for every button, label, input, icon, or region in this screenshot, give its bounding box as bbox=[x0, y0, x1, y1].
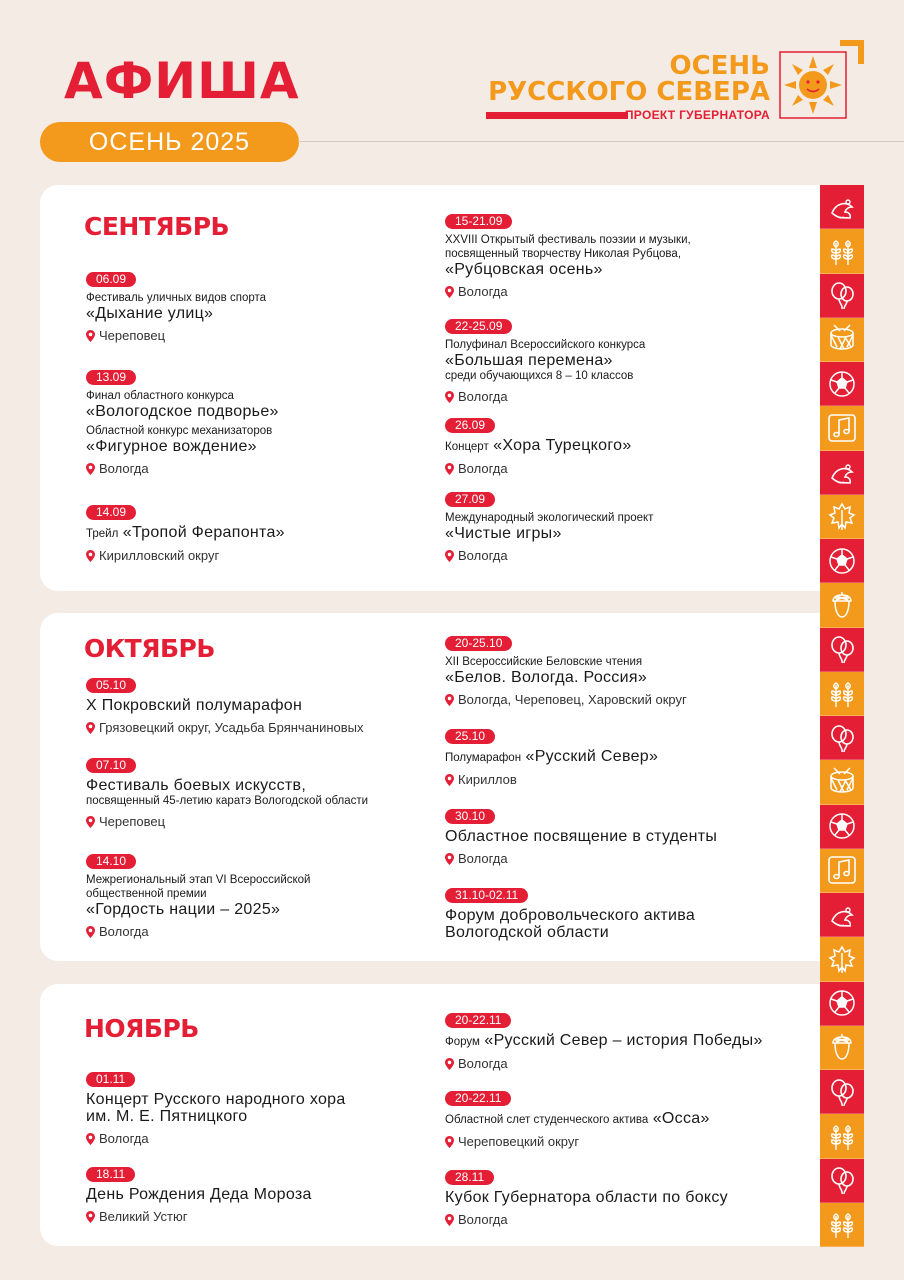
event-location bbox=[86, 328, 446, 344]
event-location bbox=[445, 461, 805, 477]
leaf-icon bbox=[826, 500, 858, 532]
leaf-icon bbox=[826, 943, 858, 975]
season-badge: ОСЕНЬ 2025 bbox=[40, 122, 299, 162]
event-title: «Дыхание улиц» bbox=[86, 305, 214, 322]
drum-icon bbox=[826, 323, 858, 355]
event-subtitle: Областной слет студенческого актива bbox=[445, 1114, 649, 1126]
location-text: Вологда bbox=[99, 1131, 149, 1146]
event-september-4 bbox=[445, 212, 805, 300]
event-november-2 bbox=[86, 1165, 446, 1225]
balloon-icon bbox=[826, 1076, 858, 1108]
location-pin-icon bbox=[445, 694, 454, 706]
event-title: Фестиваль боевых искусств, bbox=[86, 777, 307, 794]
strip-tile bbox=[820, 274, 864, 318]
strip-tile bbox=[820, 185, 864, 229]
divider bbox=[298, 141, 904, 142]
event-date: 26.09 bbox=[445, 418, 495, 433]
event-location bbox=[445, 772, 805, 788]
event-location bbox=[445, 851, 805, 867]
event-subtitle: Трейл bbox=[86, 528, 119, 540]
event-subtitle: XII Всероссийские Беловские чтения bbox=[445, 656, 643, 668]
balloon-icon bbox=[826, 279, 858, 311]
location-text: Вологда bbox=[458, 851, 508, 866]
event-date: 06.09 bbox=[86, 272, 136, 287]
event-subtitle-2: посвященный творчеству Николая Рубцова, bbox=[445, 248, 682, 260]
event-title: «Русский Север – история Победы» bbox=[484, 1032, 763, 1049]
location-pin-icon bbox=[445, 1214, 454, 1226]
event-location bbox=[86, 461, 446, 477]
location-pin-icon bbox=[445, 286, 454, 298]
event-location bbox=[86, 1131, 446, 1147]
strip-tile bbox=[820, 229, 864, 273]
event-location bbox=[86, 720, 446, 736]
sun-logo-icon bbox=[778, 36, 866, 122]
location-pin-icon bbox=[445, 1136, 454, 1148]
event-october-1 bbox=[86, 676, 446, 736]
wheat-icon bbox=[826, 677, 858, 709]
event-date: 20-25.10 bbox=[445, 636, 512, 651]
location-text: Кирилловский округ bbox=[99, 548, 220, 563]
acorn-icon bbox=[826, 1031, 858, 1063]
event-date: 20-22.11 bbox=[445, 1013, 511, 1028]
location-text: Вологда bbox=[458, 284, 508, 299]
event-location bbox=[86, 548, 446, 564]
location-text: Вологда, Череповец, Харовский округ bbox=[458, 692, 687, 707]
event-subtitle: Фестиваль уличных видов спорта bbox=[86, 292, 267, 304]
event-september-2 bbox=[86, 368, 446, 477]
event-title: День Рождения Деда Мороза bbox=[86, 1186, 312, 1203]
event-date: 20-22.11 bbox=[445, 1091, 511, 1106]
music-note-icon bbox=[826, 412, 858, 444]
location-pin-icon bbox=[86, 816, 95, 828]
strip-tile bbox=[820, 539, 864, 583]
event-date: 13.09 bbox=[86, 370, 136, 385]
location-text: Вологда bbox=[458, 389, 508, 404]
event-title: «Рубцовская осень» bbox=[445, 261, 603, 278]
page-title: АФИША bbox=[64, 52, 300, 110]
location-pin-icon bbox=[86, 330, 95, 342]
acorn-icon bbox=[826, 589, 858, 621]
event-date: 05.10 bbox=[86, 678, 136, 693]
month-september: СЕНТЯБРЬ bbox=[84, 212, 230, 241]
event-location bbox=[86, 1209, 446, 1225]
strip-tile bbox=[820, 1203, 864, 1247]
event-title: «Осса» bbox=[652, 1110, 710, 1127]
location-text: Вологда bbox=[458, 1056, 508, 1071]
strip-tile bbox=[820, 672, 864, 716]
event-subtitle: Межрегиональный этап VI Всероссийской bbox=[86, 874, 311, 886]
location-pin-icon bbox=[86, 926, 95, 938]
event-subtitle: XXVIII Открытый фестиваль поэзии и музыки, bbox=[445, 234, 691, 246]
wheat-icon bbox=[826, 1120, 858, 1152]
location-text: Череповец bbox=[99, 814, 166, 829]
strip-tile bbox=[820, 849, 864, 893]
event-title: «Белов. Вологда. Россия» bbox=[445, 669, 648, 686]
strip-tile bbox=[820, 628, 864, 672]
event-date: 22-25.09 bbox=[445, 319, 512, 334]
event-september-7 bbox=[445, 490, 805, 564]
event-date: 18.11 bbox=[86, 1167, 135, 1182]
event-location bbox=[86, 924, 446, 940]
location-pin-icon bbox=[86, 1211, 95, 1223]
strip-tile bbox=[820, 1070, 864, 1114]
location-text: Кириллов bbox=[458, 772, 517, 787]
event-note: посвященный 45-летию каратэ Вологодской области bbox=[86, 795, 369, 807]
location-text: Вологда bbox=[99, 461, 149, 476]
event-september-1 bbox=[86, 270, 446, 344]
month-october: ОКТЯБРЬ bbox=[84, 634, 215, 663]
bird-icon bbox=[826, 456, 858, 488]
wheat-icon bbox=[826, 1208, 858, 1240]
event-title-2: им. М. Е. Пятницкого bbox=[86, 1108, 248, 1125]
event-october-7 bbox=[445, 886, 805, 941]
event-november-4 bbox=[445, 1089, 815, 1150]
event-date: 15-21.09 bbox=[445, 214, 512, 229]
logo-line-2: РУССКОГО СЕВЕРА bbox=[488, 77, 770, 107]
event-location bbox=[445, 389, 805, 405]
ball-icon bbox=[826, 987, 858, 1019]
balloon-icon bbox=[826, 1164, 858, 1196]
strip-tile bbox=[820, 937, 864, 981]
bird-icon bbox=[826, 191, 858, 223]
event-november-1 bbox=[86, 1070, 446, 1147]
ball-icon bbox=[826, 810, 858, 842]
event-title: Кубок Губернатора области по боксу bbox=[445, 1189, 728, 1206]
location-pin-icon bbox=[86, 722, 95, 734]
strip-tile bbox=[820, 893, 864, 937]
location-pin-icon bbox=[86, 463, 95, 475]
strip-tile bbox=[820, 362, 864, 406]
strip-tile bbox=[820, 451, 864, 495]
balloon-icon bbox=[826, 633, 858, 665]
event-october-4 bbox=[445, 634, 805, 708]
event-title: «Хора Турецкого» bbox=[493, 437, 632, 454]
location-text: Череповец bbox=[99, 328, 166, 343]
event-subtitle: Концерт bbox=[445, 441, 489, 453]
location-text: Череповецкий округ bbox=[458, 1134, 580, 1149]
logo-bar bbox=[486, 112, 628, 119]
event-title: Концерт Русского народного хора bbox=[86, 1091, 346, 1108]
location-pin-icon bbox=[86, 1133, 95, 1145]
strip-tile bbox=[820, 982, 864, 1026]
event-location bbox=[86, 814, 446, 830]
event-october-5 bbox=[445, 727, 805, 788]
event-october-2 bbox=[86, 756, 446, 830]
music-note-icon bbox=[826, 854, 858, 886]
strip-tile bbox=[820, 1026, 864, 1070]
event-title: «Тропой Ферапонта» bbox=[122, 524, 285, 541]
location-text: Грязовецкий округ, Усадьба Брянчаниновых bbox=[99, 720, 364, 735]
location-pin-icon bbox=[445, 463, 454, 475]
logo-line-1: ОСЕНЬ bbox=[669, 51, 770, 81]
event-subtitle: Полумарафон bbox=[445, 752, 522, 764]
location-text: Вологда bbox=[99, 924, 149, 939]
location-pin-icon bbox=[445, 391, 454, 403]
strip-tile bbox=[820, 583, 864, 627]
event-october-6 bbox=[445, 807, 805, 867]
event-location bbox=[445, 1212, 815, 1228]
event-title: Форум добровольческого актива bbox=[445, 907, 696, 924]
event-september-6 bbox=[445, 416, 805, 477]
event-title-2: Вологодской области bbox=[445, 924, 610, 941]
strip-tile bbox=[820, 495, 864, 539]
event-location bbox=[445, 1134, 815, 1150]
event-title: Областное посвящение в студенты bbox=[445, 828, 718, 845]
project-logo bbox=[484, 52, 774, 126]
month-november: НОЯБРЬ bbox=[84, 1014, 199, 1043]
event-date: 30.10 bbox=[445, 809, 495, 824]
event-title: «Гордость нации – 2025» bbox=[86, 901, 281, 918]
balloon-icon bbox=[826, 722, 858, 754]
location-text: Вологда bbox=[458, 461, 508, 476]
strip-tile bbox=[820, 805, 864, 849]
location-text: Великий Устюг bbox=[99, 1209, 188, 1224]
event-september-5 bbox=[445, 317, 805, 405]
strip-tile bbox=[820, 716, 864, 760]
ball-icon bbox=[826, 368, 858, 400]
event-location bbox=[445, 692, 805, 708]
event-title: «Вологодское подворье» bbox=[86, 403, 279, 420]
strip-tile bbox=[820, 406, 864, 450]
event-subtitle: Форум bbox=[445, 1036, 480, 1048]
event-subtitle-2: общественной премии bbox=[86, 888, 207, 900]
event-note: среди обучающихся 8 – 10 классов bbox=[445, 370, 634, 382]
event-title-2: «Фигурное вождение» bbox=[86, 438, 257, 455]
strip-tile bbox=[820, 1159, 864, 1203]
ball-icon bbox=[826, 545, 858, 577]
event-subtitle: Полуфинал Всероссийского конкурса bbox=[445, 339, 646, 351]
location-text: Вологда bbox=[458, 548, 508, 563]
event-title: X Покровский полумарафон bbox=[86, 697, 303, 714]
bird-icon bbox=[826, 899, 858, 931]
strip-tile bbox=[820, 760, 864, 804]
event-september-3 bbox=[86, 503, 446, 564]
event-november-5 bbox=[445, 1168, 815, 1228]
event-location bbox=[445, 548, 805, 564]
event-date: 07.10 bbox=[86, 758, 136, 773]
event-location bbox=[445, 1056, 815, 1072]
drum-icon bbox=[826, 766, 858, 798]
strip-tile bbox=[820, 318, 864, 362]
logo-subtitle: ПРОЕКТ ГУБЕРНАТОРА bbox=[624, 108, 770, 122]
event-subtitle: Международный экологический проект bbox=[445, 512, 654, 524]
event-october-3 bbox=[86, 852, 446, 940]
event-date: 27.09 bbox=[445, 492, 495, 507]
location-pin-icon bbox=[445, 774, 454, 786]
event-location bbox=[445, 284, 805, 300]
location-pin-icon bbox=[86, 550, 95, 562]
event-november-3 bbox=[445, 1011, 815, 1072]
event-title: «Чистые игры» bbox=[445, 525, 562, 542]
event-date: 31.10-02.11 bbox=[445, 888, 528, 903]
event-date: 01.11 bbox=[86, 1072, 135, 1087]
decorative-icon-strip bbox=[820, 185, 864, 1247]
event-title: «Большая перемена» bbox=[445, 352, 613, 369]
event-date: 14.09 bbox=[86, 505, 136, 520]
location-pin-icon bbox=[445, 550, 454, 562]
event-date: 25.10 bbox=[445, 729, 495, 744]
strip-tile bbox=[820, 1114, 864, 1158]
event-date: 28.11 bbox=[445, 1170, 494, 1185]
event-subtitle: Финал областного конкурса bbox=[86, 390, 234, 402]
location-text: Вологда bbox=[458, 1212, 508, 1227]
wheat-icon bbox=[826, 235, 858, 267]
location-pin-icon bbox=[445, 853, 454, 865]
event-date: 14.10 bbox=[86, 854, 136, 869]
location-pin-icon bbox=[445, 1058, 454, 1070]
event-title: «Русский Север» bbox=[525, 748, 659, 765]
event-subtitle-2: Областной конкурс механизаторов bbox=[86, 425, 273, 437]
